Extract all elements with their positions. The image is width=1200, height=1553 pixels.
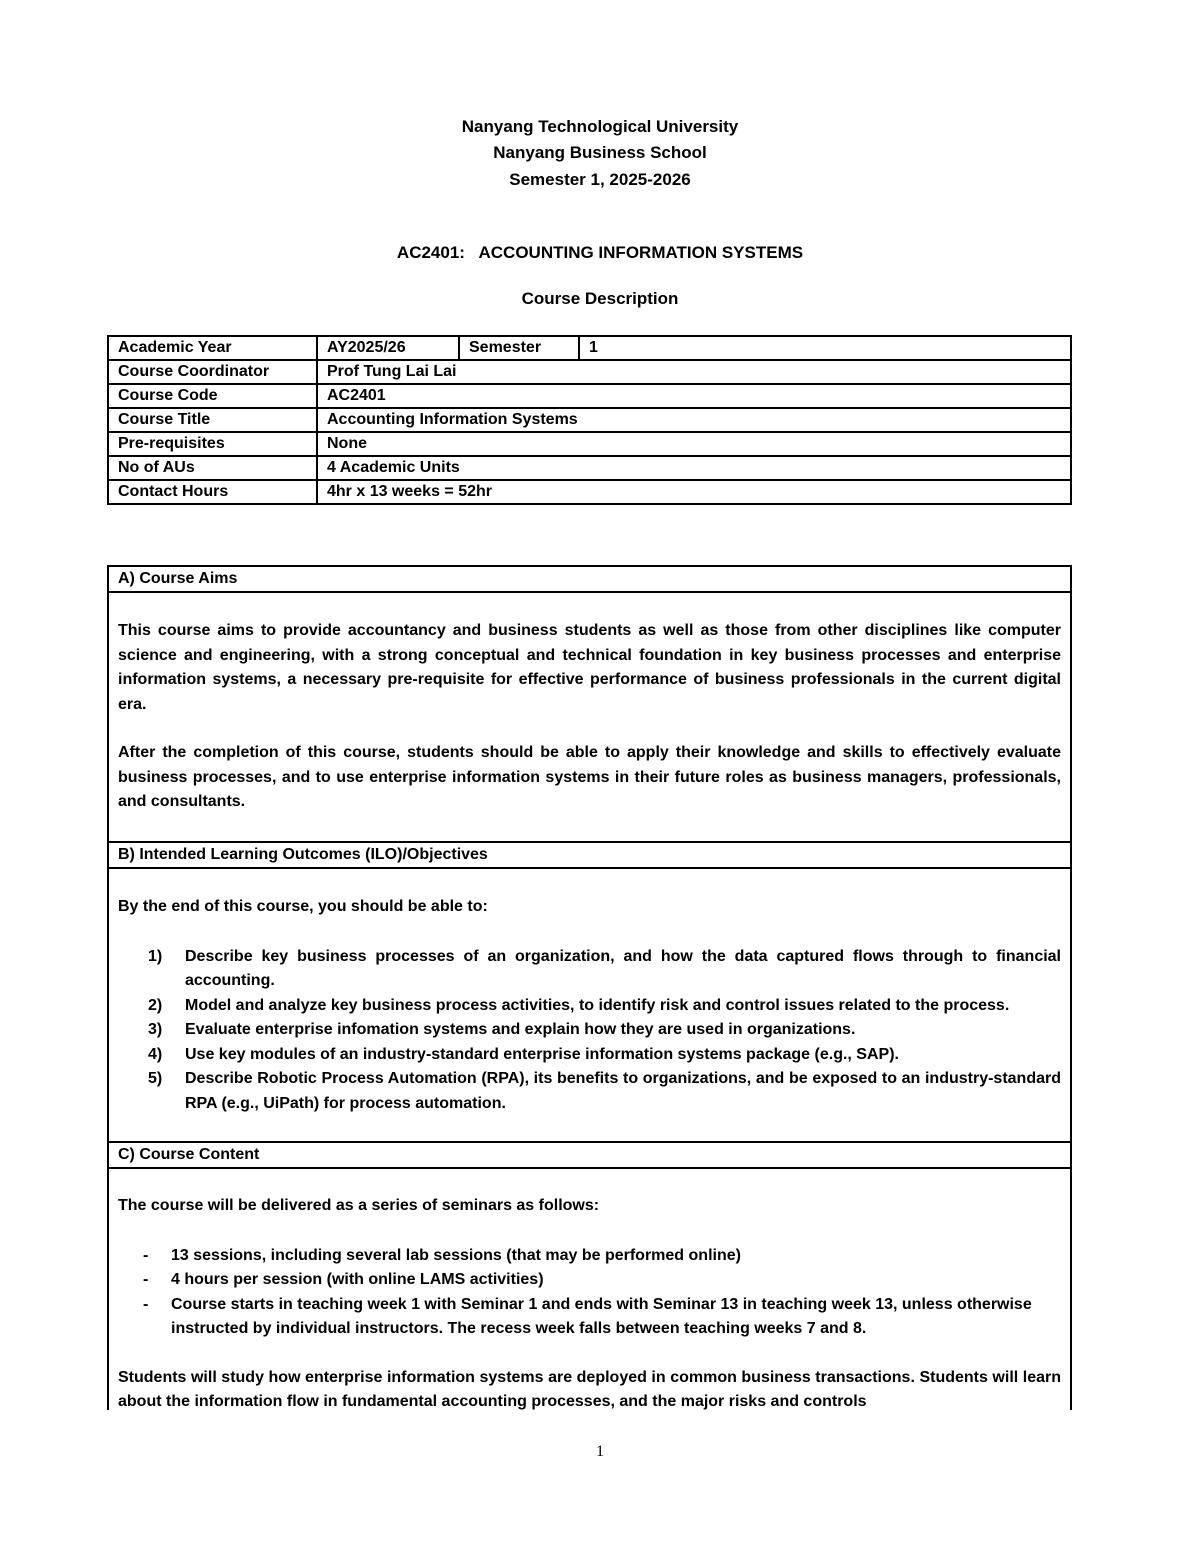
list-item xyxy=(118,994,1061,1019)
list-number: 1) xyxy=(148,947,163,965)
content-heading: C) Course Content xyxy=(109,1141,1070,1169)
list-number: 4) xyxy=(148,1045,163,1063)
outcomes-list xyxy=(118,945,1061,1117)
row-aus xyxy=(108,456,1071,480)
list-text: Describe key business processes of an organization, and how the data captured flows through to financial accounting. xyxy=(185,947,1061,989)
academic-year-label: Academic Year xyxy=(108,336,317,360)
course-code-label: Course Code xyxy=(108,384,317,408)
content-body xyxy=(109,1169,1070,1415)
contact-hours-value: 4hr x 13 weeks = 52hr xyxy=(317,480,1071,504)
list-text: Describe Robotic Process Automation (RPA), its benefits to organizations, and be exposed to an industry-standard RPA (e.g., UiPath) for process automation. xyxy=(185,1070,1061,1112)
list-text: Evaluate enterprise infomation systems and explain how they are used in organizations. xyxy=(185,1021,856,1038)
list-text: 4 hours per session (with online LAMS activities) xyxy=(171,1271,544,1288)
row-coordinator xyxy=(108,360,1071,384)
course-code-value: AC2401 xyxy=(317,384,1071,408)
outcomes-body xyxy=(109,869,1070,1141)
list-item xyxy=(118,1244,1061,1269)
row-course-code xyxy=(108,384,1071,408)
course-title-value: Accounting Information Systems xyxy=(317,408,1071,432)
bullet-dash: - xyxy=(143,1246,149,1264)
aus-label: No of AUs xyxy=(108,456,317,480)
row-contact-hours xyxy=(108,480,1071,504)
aims-paragraph-2: After the completion of this course, students should be able to apply their knowledge and skills to effectively evaluate business processes, and to use enterprise information systems in their future roles as business managers, professionals, and consultants. xyxy=(118,744,1061,810)
list-item xyxy=(118,1018,1061,1043)
semester-value: 1 xyxy=(579,336,1071,360)
bullet-dash: - xyxy=(143,1271,149,1288)
list-text: Course starts in teaching week 1 with Seminar 1 and ends with Seminar 13 in teaching week 13, unless otherwise instructed by individual instructors. The recess week falls between teaching weeks 7 and 8. xyxy=(171,1295,1032,1337)
bullet-dash: - xyxy=(143,1295,149,1313)
list-item xyxy=(118,1067,1061,1116)
course-info-table xyxy=(107,335,1072,505)
school-name: Nanyang Business School xyxy=(493,143,707,162)
content-intro: The course will be delivered as a series of seminars as follows: xyxy=(118,1197,600,1214)
list-item xyxy=(118,1043,1061,1068)
semester-line: Semester 1, 2025-2026 xyxy=(509,170,691,189)
aims-heading: A) Course Aims xyxy=(109,567,1070,593)
coordinator-value: Prof Tung Lai Lai xyxy=(317,360,1071,384)
university-name: Nanyang Technological University xyxy=(461,117,739,136)
course-title-label: Course Title xyxy=(108,408,317,432)
page-number: 1 xyxy=(596,1443,604,1460)
list-text: Model and analyze key business process activities, to identify risk and control issues related to the process. xyxy=(185,996,1010,1014)
list-number: 3) xyxy=(148,1021,163,1038)
prerequisites-label: Pre-requisites xyxy=(108,432,317,456)
outcomes-heading: B) Intended Learning Outcomes (ILO)/Objectives xyxy=(109,841,1070,869)
row-course-title xyxy=(108,408,1071,432)
aims-paragraph-1: This course aims to provide accountancy and business students as well as those from other disciplines like computer science and engineering, with a strong conceptual and technical foundation in key business processes and enterprise information systems, a necessary pre-requisite for effective performance of business professionals in the current digital era. xyxy=(118,622,1061,713)
row-prerequisites xyxy=(108,432,1071,456)
prerequisites-value: None xyxy=(317,432,1071,456)
list-item xyxy=(118,945,1061,994)
semester-label: Semester xyxy=(459,336,579,360)
list-text: Use key modules of an industry-standard enterprise information systems package (e.g., SAP). xyxy=(185,1045,899,1063)
doc-title: Course Description xyxy=(521,289,679,308)
list-text: 13 sessions, including several lab sessions (that may be performed online) xyxy=(171,1246,741,1264)
content-bullets xyxy=(118,1244,1061,1342)
content-paragraph: Students will study how enterprise information systems are deployed in common business transactions. Students will learn about the information flow in fundamental accounting processes, and the major risks and controls xyxy=(118,1368,1061,1410)
outcomes-intro: By the end of this course, you should be able to: xyxy=(118,898,488,915)
list-item xyxy=(118,1268,1061,1293)
list-number: 5) xyxy=(148,1070,163,1087)
aus-value: 4 Academic Units xyxy=(317,456,1071,480)
course-sections xyxy=(107,565,1072,1410)
coordinator-label: Course Coordinator xyxy=(108,360,317,384)
aims-body xyxy=(109,593,1070,841)
contact-hours-label: Contact Hours xyxy=(108,480,317,504)
row-academic-year xyxy=(108,336,1071,360)
academic-year-value: AY2025/26 xyxy=(317,336,459,360)
list-item xyxy=(118,1293,1061,1342)
course-heading: AC2401: ACCOUNTING INFORMATION SYSTEMS xyxy=(396,243,804,262)
list-number: 2) xyxy=(148,996,163,1014)
